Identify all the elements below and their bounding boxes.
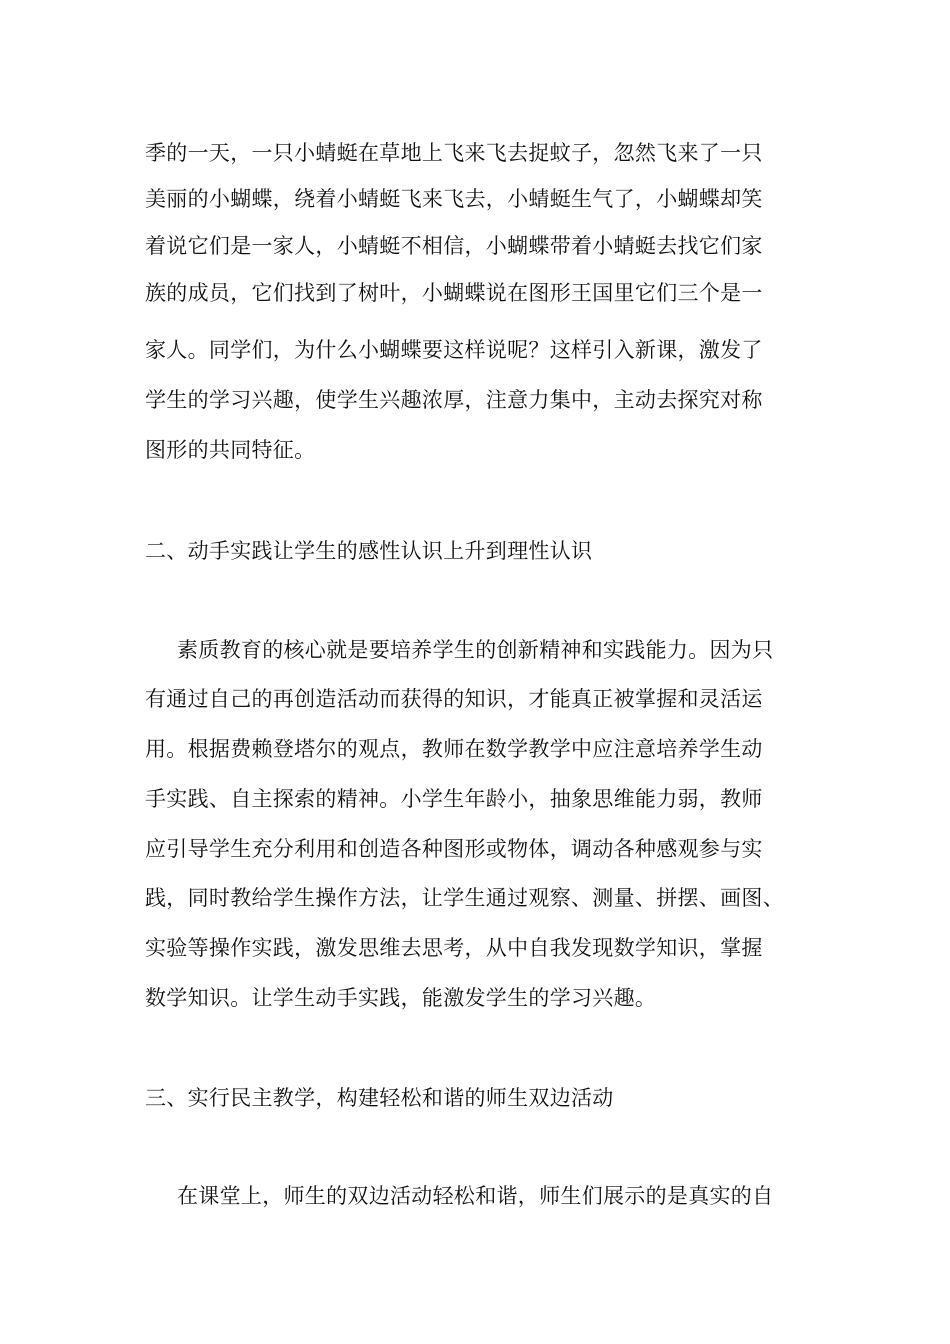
paragraph-line: 图形的共同特征。 — [145, 438, 316, 462]
paragraph-line: 数学知识。让学生动手实践，能激发学生的学习兴趣。 — [145, 986, 657, 1010]
paragraph-line: 手实践、自主探索的精神。小学生年龄小，抽象思维能力弱，教师 — [145, 787, 763, 811]
paragraph-line: 家人。同学们，为什么小蝴蝶要这样说呢？这样引入新课，激发了 — [145, 338, 763, 362]
paragraph-line: 有通过自己的再创造活动而获得的知识，才能真正被掌握和灵活运 — [145, 687, 763, 711]
paragraph-line: 用。根据费赖登塔尔的观点，教师在数学教学中应注意培养学生动 — [145, 737, 763, 761]
paragraph-line: 应引导学生充分利用和创造各种图形或物体，调动各种感观参与实 — [145, 837, 763, 861]
section-heading-3: 三、实行民主教学，构建轻松和谐的师生双边活动 — [145, 1086, 614, 1110]
paragraph-line: 素质教育的核心就是要培养学生的创新精神和实践能力。因为只 — [177, 638, 774, 662]
paragraph-line: 践，同时教给学生操作方法，让学生通过观察、测量、拼摆、画图、 — [145, 886, 784, 910]
paragraph-line: 在课堂上，师生的双边活动轻松和谐，师生们展示的是真实的自 — [177, 1184, 774, 1208]
paragraph-line: 美丽的小蝴蝶，绕着小蜻蜓飞来飞去，小蜻蜓生气了，小蝴蝶却笑 — [145, 187, 763, 211]
paragraph-line: 族的成员，它们找到了树叶，小蝴蝶说在图形王国里它们三个是一 — [145, 281, 763, 305]
section-heading-2: 二、动手实践让学生的感性认识上升到理性认识 — [145, 539, 593, 563]
paragraph-line: 实验等操作实践，激发思维去思考，从中自我发现数学知识，掌握 — [145, 936, 763, 960]
paragraph-line: 季的一天，一只小蜻蜓在草地上飞来飞去捉蚊子，忽然飞来了一只 — [145, 141, 763, 165]
paragraph-line: 学生的学习兴趣，使学生兴趣浓厚，注意力集中，主动去探究对称 — [145, 388, 763, 412]
paragraph-line: 着说它们是一家人，小蜻蜓不相信，小蝴蝶带着小蜻蜓去找它们家 — [145, 234, 763, 258]
